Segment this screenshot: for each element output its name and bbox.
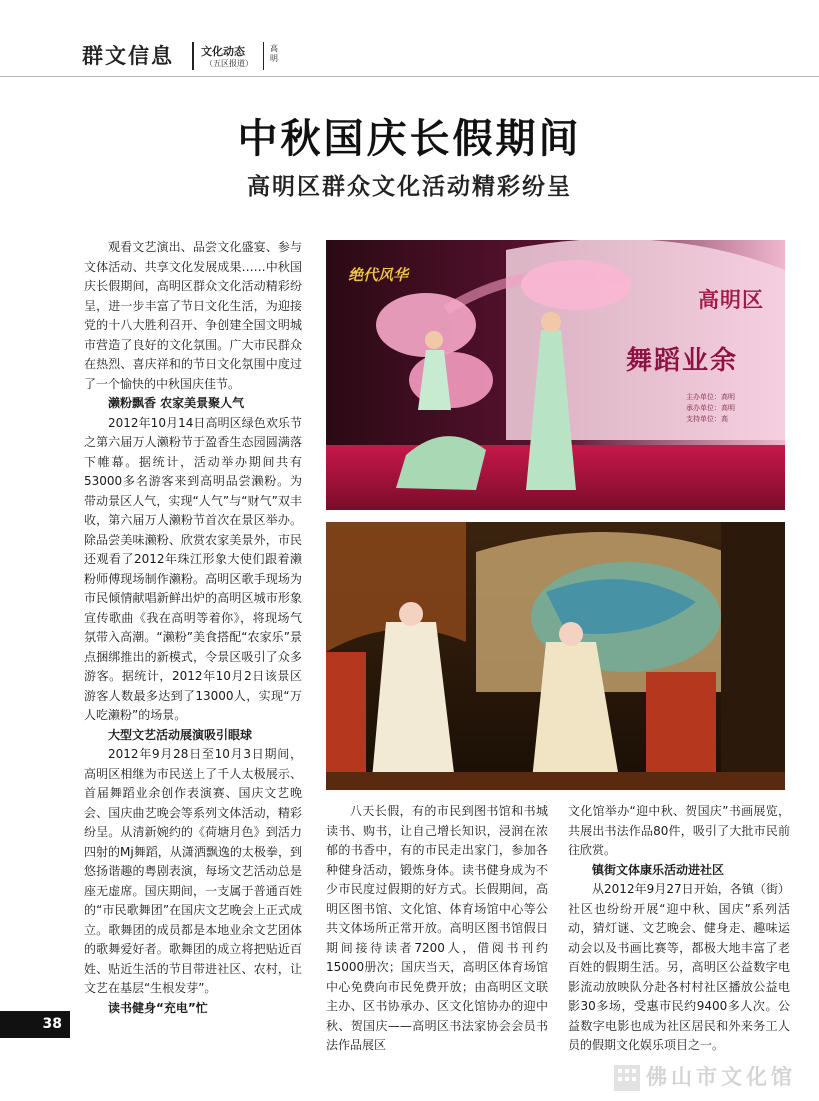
section-title: 群文信息 bbox=[82, 44, 174, 68]
text-column-middle bbox=[326, 802, 548, 1056]
banner-organizer-line: 支持单位：高 bbox=[686, 415, 728, 423]
watermark-text: 佛山市文化馆 bbox=[646, 1064, 796, 1089]
section-heading: 镇街文体康乐活动进社区 bbox=[592, 862, 725, 877]
photo-umbrella-dance bbox=[326, 240, 785, 510]
paragraph: 文化馆举办“迎中秋、贺国庆”书画展览，共展出书法作品80件，吸引了大批市民前往欣赏。 bbox=[568, 804, 790, 857]
section-note: （五区报道） bbox=[205, 59, 253, 68]
header-divider bbox=[192, 42, 194, 70]
paragraph: 八天长假，有的市民到图书馆和书城读书、购书，让自己增长知识，浸润在浓郁的书香中，有的市民走出家门，参加各种健身活动，锻炼身体。读书健身成为不少市民度过假期的好方式。长假期间，高明区图书馆、文化馆、体育场馆中心等公共文体场所正常开放。高明区图书馆假日期间接待读者7200人，借阅书刊约15000册次；国庆当天，高明区体育场馆中心免费向市民免费开放；由高明区文联主办、区书协承办、区文化馆协办的迎中秋、贺国庆——高明区书法家协会会员书法作品展区 bbox=[326, 804, 548, 1052]
building-icon bbox=[612, 1059, 642, 1093]
section-subtitle: 文化动态 bbox=[201, 45, 245, 58]
text-column-right bbox=[568, 802, 790, 1056]
section-heading: 读书健身“充电”忙 bbox=[108, 1000, 208, 1015]
watermark-logo bbox=[606, 1053, 819, 1097]
page-number-box bbox=[0, 1011, 70, 1038]
section-heading: 大型文艺活动展演吸引眼球 bbox=[108, 727, 253, 742]
header-rule bbox=[0, 76, 819, 77]
banner-text-left: 绝代风华 bbox=[348, 266, 409, 284]
paragraph: 观看文艺演出、品尝文化盛宴、参与文体活动、共享文化发展成果……中秋国庆长假期间，高明区群众文化活动精彩纷呈，进一步丰富了节日文化生活，为迎接党的十八大胜利召开、争创建全国文明城市营造了良好的文化氛围。广大市民群众在热烈、喜庆祥和的节日文化氛围中度过了一个愉快的中秋国庆佳节。 bbox=[84, 240, 302, 391]
banner-organizer-line: 主办单位：高明 bbox=[686, 393, 735, 401]
page-number: 38 bbox=[42, 1016, 62, 1032]
article-headline: 中秋国庆长假期间 bbox=[237, 116, 582, 162]
banner-organizers bbox=[686, 392, 735, 425]
section-heading: 濑粉飘香 农家美景聚人气 bbox=[108, 396, 245, 410]
banner-text-district: 高明区 bbox=[698, 288, 764, 312]
paragraph: 从2012年9月27日开始，各镇（街）社区也纷纷开展“迎中秋、国庆”系列活动，猜灯谜、文艺晚会、健身走、趣味运动会以及书画比赛等，都极大地丰富了老百姓的假期生活。另，高明区公益数字电影流动放映队分赴各村村社区播放公益电影30多场，受惠市民约9400多人次。公益数字电影也成为社区居民和外来务工人员的假期文化娱乐项目之一。 bbox=[568, 882, 790, 1052]
paragraph: 2012年10月14日高明区绿色欢乐节之第六届万人濑粉节于盈香生态园圆满落下帷幕。据统计，活动举办期间共有53000多名游客来到高明品尝濑粉。为带动景区人气，实现“人气”与“财气”双丰收，第六届万人濑粉节首次在景区举办。除品尝美味濑粉、欣赏农家美景外，市民还观看了2012年珠江形象大使们跟着濑粉师傅现场制作濑粉。高明区歌手现场为市民倾情献唱新鲜出炉的高明区城市形象宣传歌曲《我在高明等着你》，将现场气氛带入高潮。“濑粉”美食搭配“农家乐”景点捆绑推出的新模式，令景区吸引了众多游客。据统计，2012年10月2日该景区游客人数最多达到了13000人，实现“万人吃濑粉”的场景。 bbox=[84, 415, 302, 722]
article-subheadline: 高明区群众文化活动精彩纷呈 bbox=[247, 174, 572, 200]
paragraph: 2012年9月28日至10月3日期间，高明区相继为市民送上了千人太极展示、首届舞蹈业余创作表演赛、国庆文艺晚会、国庆曲艺晚会等系列文体活动，精彩纷呈。从清新婉约的《荷塘月色》到活力四射的Mj舞蹈，从潇洒飘逸的太极拳，到悠扬谐趣的粤剧表演，每场文艺活动总是座无虚席。国庆期间，一支属于普通百姓的“市民歌舞团”在国庆文艺晚会上正式成立。歌舞团的成员都是本地业余文艺团体的歌舞爱好者。歌舞团的成立将把贴近百姓、贴近生活的节目带进社区、农村，让文艺在基层“生根发芽”。 bbox=[84, 747, 302, 995]
header-divider-thin bbox=[263, 42, 264, 70]
page-header bbox=[0, 0, 819, 80]
photo-cantonese-opera bbox=[326, 522, 785, 790]
banner-organizer-line: 承办单位：高明 bbox=[686, 404, 735, 412]
district-label: 高明 bbox=[270, 44, 278, 63]
banner-text-dance: 舞蹈业余 bbox=[626, 346, 739, 376]
text-column-left bbox=[84, 238, 302, 1018]
